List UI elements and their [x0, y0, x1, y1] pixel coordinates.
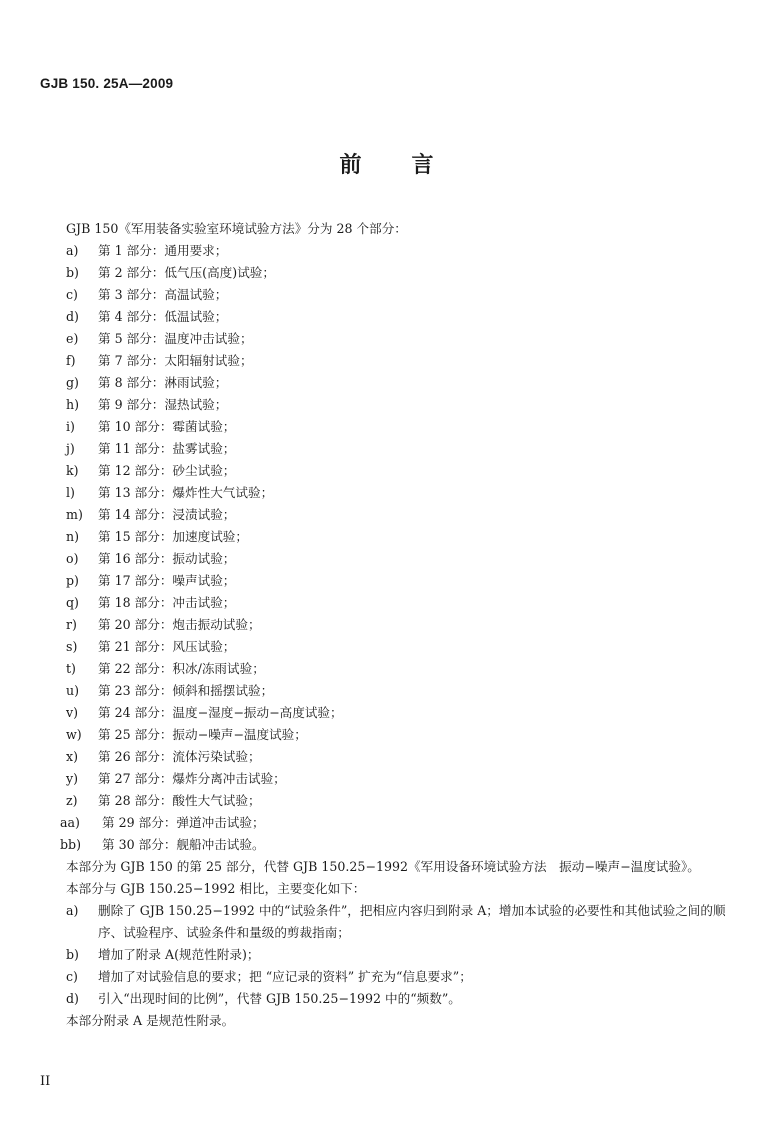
list-item-text: 第 8 部分：淋雨试验； — [98, 375, 228, 390]
part-list-item — [40, 834, 733, 856]
preface-body — [40, 218, 733, 1032]
list-item-text: 第 4 部分：低温试验； — [98, 309, 228, 324]
changes-list — [40, 900, 733, 1010]
change-item-text: 删除了 GJB 150.25−1992 中的“试验条件”，把相应内容归到附录 A；增加本试验的必要性和其他试验之间的顺序、试验程序、试验条件和量级的剪裁指南； — [98, 903, 726, 940]
part-list-item — [40, 350, 733, 372]
title-char-2: 言 — [411, 153, 434, 178]
list-marker: a) — [66, 903, 79, 918]
change-list-item — [40, 988, 733, 1010]
part-list-item — [40, 262, 733, 284]
list-item-text: 第 26 部分：流体污染试验； — [98, 749, 261, 764]
part-list-item — [40, 438, 733, 460]
list-marker: q) — [66, 595, 79, 610]
list-item-text: 第 9 部分：湿热试验； — [98, 397, 228, 412]
list-marker: n) — [66, 529, 80, 544]
list-item-text: 第 25 部分：振动−噪声−温度试验； — [98, 727, 307, 742]
part-list-item — [40, 394, 733, 416]
list-marker: aa) — [60, 815, 80, 830]
list-marker: i) — [66, 419, 75, 434]
part-list-item — [40, 658, 733, 680]
list-item-text: 第 20 部分：炮击振动试验； — [98, 617, 261, 632]
list-marker: z) — [66, 793, 78, 808]
list-marker: t) — [66, 661, 76, 676]
list-marker: bb) — [60, 837, 82, 852]
list-item-text: 第 15 部分：加速度试验； — [98, 529, 248, 544]
change-list-item — [40, 900, 733, 944]
part-list-item — [40, 636, 733, 658]
list-marker: b) — [66, 265, 79, 280]
list-item-text: 第 17 部分：噪声试验； — [98, 573, 236, 588]
list-marker: p) — [66, 573, 79, 588]
part-list-item — [40, 504, 733, 526]
list-marker: b) — [66, 947, 79, 962]
part-list-item — [40, 460, 733, 482]
list-item-text: 第 7 部分：太阳辐射试验； — [98, 353, 253, 368]
part-list-item — [40, 768, 733, 790]
document-code-header: GJB 150. 25A—2009 — [40, 76, 174, 91]
change-item-text: 增加了对试验信息的要求；把 “应记录的资料” 扩充为“信息要求”； — [98, 969, 472, 984]
list-marker: v) — [66, 705, 79, 720]
part-list-item — [40, 614, 733, 636]
list-marker: f) — [66, 353, 76, 368]
list-marker: s) — [66, 639, 78, 654]
list-item-text: 第 21 部分：风压试验； — [98, 639, 236, 654]
part-list-item — [40, 284, 733, 306]
list-marker: o) — [66, 551, 79, 566]
part-list-item — [40, 548, 733, 570]
list-item-text: 第 29 部分：弹道冲击试验； — [102, 815, 265, 830]
list-item-text: 第 27 部分：爆炸分离冲击试验； — [98, 771, 286, 786]
replace-paragraph: 本部分为 GJB 150 的第 25 部分，代替 GJB 150.25−1992《军用设备环境试验方法 振动−噪声−温度试验》。 — [66, 859, 700, 874]
page-title — [0, 148, 773, 179]
list-item-text: 第 5 部分：温度冲击试验； — [98, 331, 253, 346]
list-marker: l) — [66, 485, 75, 500]
list-item-text: 第 13 部分：爆炸性大气试验； — [98, 485, 274, 500]
part-list-item — [40, 680, 733, 702]
change-item-text: 增加了附录 A(规范性附录)； — [98, 947, 260, 962]
change-list-item — [40, 944, 733, 966]
part-list-item — [40, 526, 733, 548]
part-list-item — [40, 812, 733, 834]
list-marker: d) — [66, 991, 79, 1006]
list-marker: x) — [66, 749, 79, 764]
list-marker: c) — [66, 287, 78, 302]
part-list-item — [40, 724, 733, 746]
list-item-text: 第 12 部分：砂尘试验； — [98, 463, 236, 478]
part-list-item — [40, 372, 733, 394]
list-marker: w) — [66, 727, 82, 742]
list-item-text: 第 24 部分：温度−湿度−振动−高度试验； — [98, 705, 343, 720]
part-list-item — [40, 790, 733, 812]
list-marker: a) — [66, 243, 79, 258]
part-list-item — [40, 592, 733, 614]
list-item-text: 第 18 部分：冲击试验； — [98, 595, 236, 610]
list-marker: m) — [66, 507, 83, 522]
change-item-text: 引入“出现时间的比例”，代替 GJB 150.25−1992 中的“频数”。 — [98, 991, 461, 1006]
list-item-text: 第 16 部分：振动试验； — [98, 551, 236, 566]
list-item-text: 第 1 部分：通用要求； — [98, 243, 228, 258]
list-marker: h) — [66, 397, 80, 412]
part-list-item — [40, 240, 733, 262]
part-list-item — [40, 570, 733, 592]
list-item-text: 第 22 部分：积冰/冻雨试验； — [98, 661, 265, 676]
list-marker: c) — [66, 969, 78, 984]
list-item-text: 第 28 部分：酸性大气试验； — [98, 793, 261, 808]
part-list-item — [40, 702, 733, 724]
part-list-item — [40, 482, 733, 504]
change-list-item — [40, 966, 733, 988]
list-item-text: 第 23 部分：倾斜和摇摆试验； — [98, 683, 274, 698]
list-marker: j) — [66, 441, 75, 456]
list-marker: u) — [66, 683, 80, 698]
changes-intro: 本部分与 GJB 150.25−1992 相比，主要变化如下： — [66, 881, 366, 896]
list-item-text: 第 10 部分：霉菌试验； — [98, 419, 236, 434]
list-item-text: 第 3 部分：高温试验； — [98, 287, 228, 302]
list-item-text: 第 30 部分：舰船冲击试验。 — [102, 837, 265, 852]
list-item-text: 第 11 部分：盐雾试验； — [98, 441, 236, 456]
intro-line: GJB 150《军用装备实验室环境试验方法》分为 28 个部分： — [66, 221, 407, 236]
list-marker: g) — [66, 375, 79, 390]
part-list-item — [40, 328, 733, 350]
part-list-item — [40, 306, 733, 328]
list-marker: d) — [66, 309, 79, 324]
list-marker: y) — [66, 771, 79, 786]
list-item-text: 第 2 部分：低气压(高度)试验； — [98, 265, 275, 280]
part-list-item — [40, 746, 733, 768]
annex-note: 本部分附录 A 是规范性附录。 — [66, 1013, 235, 1028]
parts-list — [40, 240, 733, 856]
part-list-item — [40, 416, 733, 438]
list-item-text: 第 14 部分：浸渍试验； — [98, 507, 236, 522]
list-marker: k) — [66, 463, 79, 478]
list-marker: r) — [66, 617, 77, 632]
title-char-1: 前 — [339, 153, 362, 178]
list-marker: e) — [66, 331, 79, 346]
page-number: II — [40, 1074, 51, 1089]
